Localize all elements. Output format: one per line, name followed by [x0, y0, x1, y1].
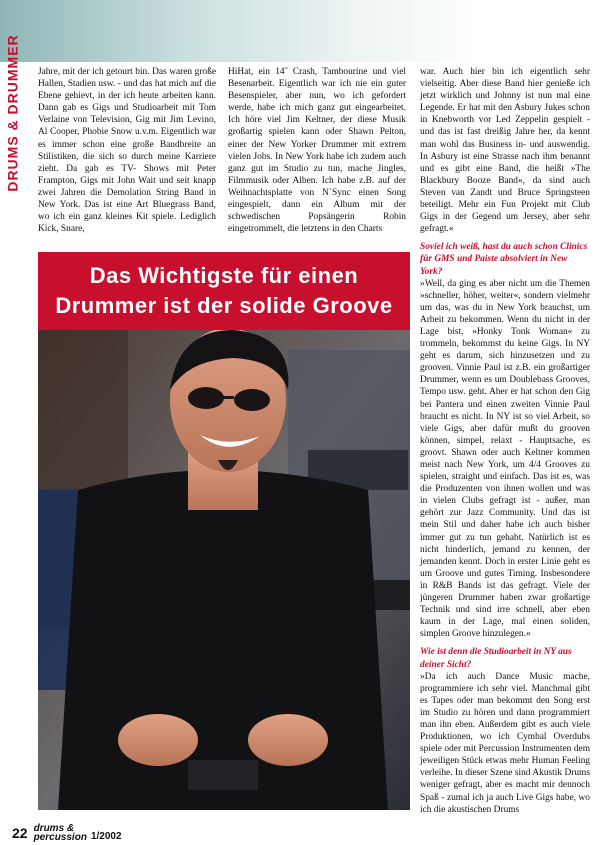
article-column-3 — [420, 66, 590, 816]
headline-line-1: Das Wichtigste für einen — [89, 263, 359, 288]
page-footer — [12, 822, 122, 844]
section-label — [2, 20, 24, 205]
drummer-photo — [38, 330, 410, 810]
pull-quote-headline — [38, 252, 410, 330]
headline-line-2: Drummer ist der solide Groove — [55, 293, 393, 318]
issue-number: 1/2002 — [90, 830, 122, 842]
column-3-paragraph-2: »Well, da ging es aber nicht um die Themen »schneller, höher, weiter«, sondern vielmehr um das, was du in New York brauchst, um Arbeit zu bekommen. Wenn du nicht in der Lage bist, »Honky Tonk Woman« zu trommeln, bekommst du keine Gigs. In NY geht es darum, sich hinzusetzen und zu grooven. Vinnie Paul ist z.B. ein großartiger Drummer, wenn es um Doublebass Grooves, Tempo usw. geht. Aber er hat schon den Gig bei Pantera und einen zweiten Vinnie Paul braucht es nicht. In NY ist so viel Arbeit, so viele Gigs, aber dafür mußt du grooven können, simpel, relaxt - Hauptsache, es groovt. Shawn oder auch Keltner kommen meist nach New York, um 4/4 Grooves zu spielen, straight und einfach. Das ist es, was die Produzenten von ihnen wollen und was in vielen Clubs gefragt ist - außer, man gehört zur Jazz Community. Und das ist mein Stil und daher habe ich auch bisher immer gut zu tun gehabt. Natürlich ist es nicht hinderlich, jemand zu kennen, der jemanden kennt. Doch in erster Linie geht es um Groove und gutes Timing. Insbesondere in R&B Bands ist das gefragt. Viele der jüngeren Drummer haben zwar großartige Technik und sind irre schnell, aber eben kaum in der Lage, mal einen soliden, simplen Groove hinzulegen.« — [420, 278, 590, 640]
magazine-logo — [34, 824, 87, 842]
interview-question-1: Soviel ich weiß, hast du auch schon Clinics für GMS und Paiste absolviert in New York? — [420, 242, 588, 277]
article-column-2 — [228, 66, 406, 235]
magazine-name-line-1: drums & — [33, 823, 75, 834]
interview-question-2: Wie ist denn die Studioarbeit in NY aus deiner Sicht? — [420, 647, 572, 670]
column-3-paragraph-1: war. Auch hier bin ich eigentlich sehr vielseitig. Aber diese Band hier genieße ich jetzt wirklich und Johnny ist nun mal eine Legende. Er hat mit den Asbury Jukes schon in Knebworth vor Led Zeppelin gespielt - und das ist fast dreißig Jahre her, da kennt man wohl das Business in- und auswendig. In Asbury ist eine Strasse nach ihm benannt und es gibt eine Band, die heißt »The Blackbury Booze Band«, da sind auch Steven van Zandt und Bruce Springsteen beteiligt. Mehr ein Fun Projekt mit Club Gigs in der Gegend um Jersey, aber sehr gefragt.« — [420, 67, 590, 235]
header-gradient-band — [0, 0, 600, 62]
column-2-text: HiHat, ein 14˝ Crash, Tambourine und viel Besenarbeit. Eigentlich war ich nie ein guter Besenspieler, aber nun, wo ich gefordert werde, habe ich mich ganz gut eingearbeitet. Ich höre viel Jim Keltner, der diese Musik großartig spielen kann oder Shawn Pelton, einer der New Yorker Drummer mit extrem vielen Jobs. In New York habe ich zudem auch ganz gut im Studio zu tun, mache Jingles, Filmmusik oder Alben. Ich habe z.B. auf der Weihnachtsplatte von N´Sync einen Song eingespielt, dann ein Album mit der schwedischen Popsängerin Robin eingetrommelt, die letztens in den Charts — [228, 67, 406, 235]
column-3-paragraph-3: »Da ich auch Dance Music mache, programmiere ich sehr viel. Manchmal gibt es Tapes oder man bekommt den Song erst im Studio zu hören und dann programmiert man ihn eben. Außerdem gibt es auch viele Produktionen, wo ich Cymbal Overdubs spiele oder mit Percussion Instrumenten dem jeweiligen Stück etwas mehr Human Feeling verleihe. In dieser Szene sind Akustik Drums weniger gefragt, aber es macht mir dennoch Spaß - zumal ich ja auch Live Gigs habe, wo ich die akustischen Drums — [420, 671, 590, 815]
magazine-name-line-2: percussion — [33, 832, 87, 843]
page-number: 22 — [12, 825, 28, 841]
column-1-text: Jahre, mit der ich getourt bin. Das waren große Hallen, Stadien usw. - und das hat mich auf die Ebene gehievt, in der ich heute arbeiten kann. Dann gab es Gigs und Studioarbeit mit Tom Verlaine von Television, Gig mit Jim Levino, Al Cooper, Phobie Snow u.v.m. Eigentlich war es immer schon eine große Bandbreite an Stilistiken, die sich so durch meine Karriere zieht. Da gab es TV- Shows mit Peter Frampton, Gigs mit John Wait und seit knapp zwei Jahren die Demolation String Band in New York. Das ist eine Art Bluegrass Band, wo ich ein ganz kleines Kit spiele. Lediglich Kick, Snare, — [38, 67, 216, 235]
section-label-text: DRUMS & DRUMMER — [5, 33, 22, 192]
article-column-1 — [38, 66, 216, 235]
